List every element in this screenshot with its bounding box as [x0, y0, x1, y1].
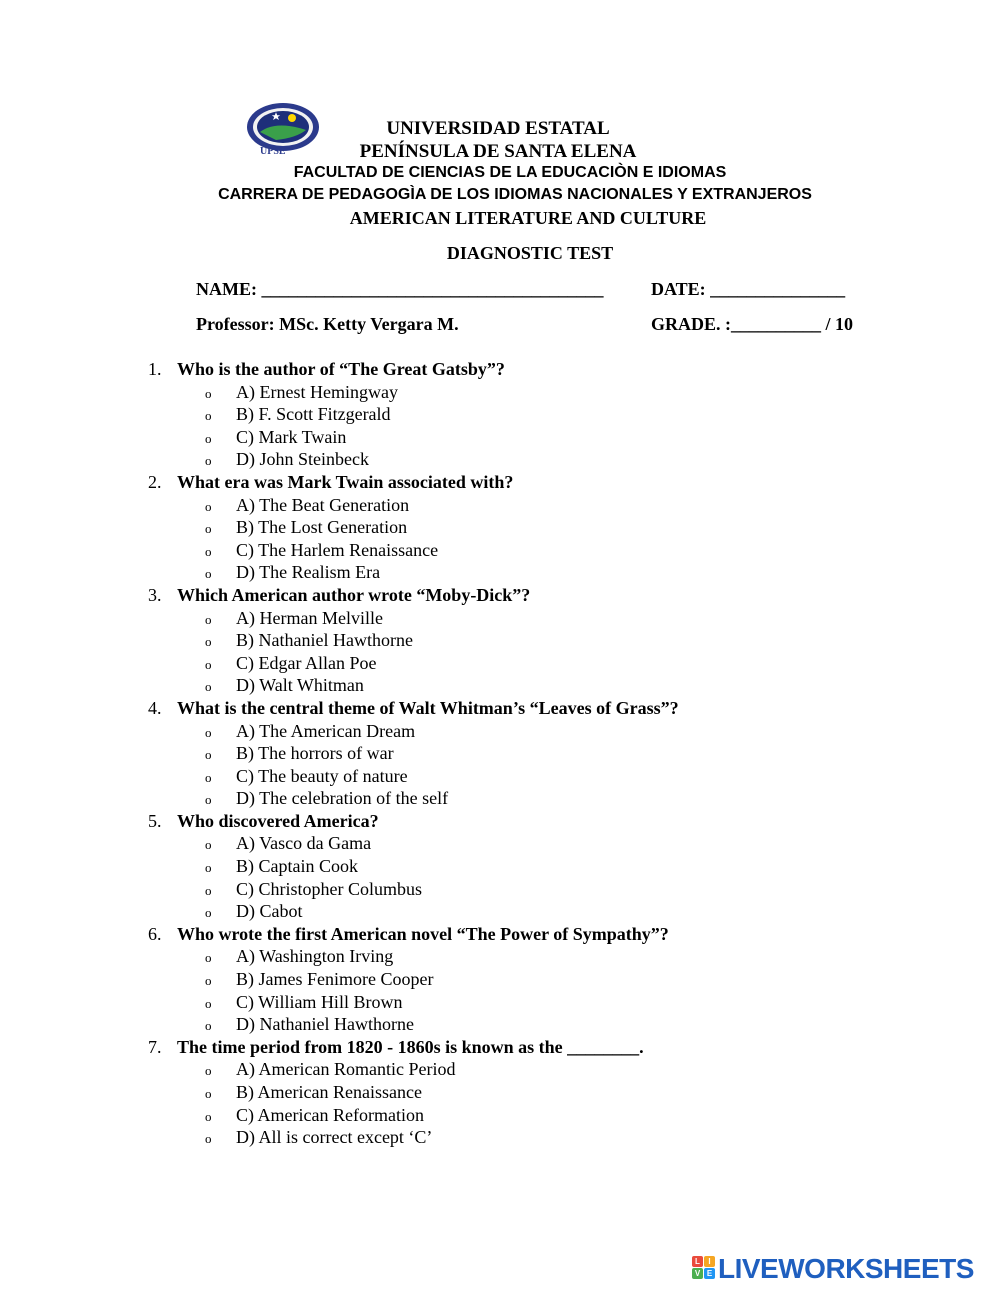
- faculty-name: FACULTAD DE CIENCIAS DE LA EDUCACIÒN E IDIOMAS: [293, 164, 727, 181]
- answer-option-label: D) Nathaniel Hawthorne: [236, 1014, 414, 1035]
- circle-bullet-icon: o: [205, 905, 212, 921]
- answer-option-label: C) Edgar Allan Poe: [236, 652, 377, 673]
- question-list: [145, 358, 905, 1149]
- answer-option[interactable]: [145, 1081, 905, 1104]
- circle-bullet-icon: o: [205, 1086, 212, 1101]
- test-title: DIAGNOSTIC TEST: [446, 243, 614, 263]
- answer-option[interactable]: [145, 742, 905, 765]
- circle-bullet-icon: o: [205, 973, 212, 989]
- answer-option-label: A) The Beat Generation: [236, 494, 410, 515]
- university-name-line1: UNIVERSIDAD ESTATAL: [386, 118, 610, 139]
- circle-bullet-icon: o: [205, 1018, 212, 1034]
- professor-label: Professor: MSc. Ketty Vergara M.: [196, 314, 459, 334]
- answer-option[interactable]: [145, 720, 905, 743]
- answer-option-label: A) Ernest Hemingway: [236, 381, 398, 402]
- question-text: Who is the author of “The Great Gatsby”?: [177, 359, 505, 379]
- answer-option-label: A) Washington Irving: [236, 946, 394, 967]
- answer-option[interactable]: [145, 539, 905, 562]
- question-number: 3.: [148, 584, 162, 605]
- circle-bullet-icon: o: [205, 566, 212, 582]
- answer-option[interactable]: [145, 991, 905, 1014]
- answer-option[interactable]: [145, 403, 905, 426]
- answer-option-label: B) Nathaniel Hawthorne: [236, 630, 413, 651]
- circle-bullet-icon: o: [205, 769, 212, 785]
- logo-tile: V: [692, 1268, 703, 1279]
- question-3: [145, 584, 905, 607]
- question-number: 6.: [148, 923, 162, 944]
- answer-option-label: C) The beauty of nature: [236, 765, 408, 786]
- answer-option-label: D) Cabot: [236, 901, 303, 922]
- question-number: 7.: [148, 1036, 162, 1057]
- university-name-line2: PENÍNSULA DE SANTA ELENA: [359, 141, 637, 162]
- answer-option[interactable]: [145, 878, 905, 901]
- answer-option-label: D) John Steinbeck: [236, 449, 369, 470]
- circle-bullet-icon: o: [205, 724, 212, 740]
- question-text: The time period from 1820 - 1860s is known as the ________.: [177, 1036, 644, 1057]
- date-field[interactable]: DATE: _______________: [651, 279, 846, 299]
- logo-caption: UPSE: [260, 146, 286, 157]
- circle-bullet-icon: o: [205, 408, 212, 424]
- answer-option-label: B) The Lost Generation: [236, 517, 408, 538]
- answer-option-label: C) American Reformation: [236, 1104, 424, 1125]
- question-number: 5.: [148, 810, 162, 831]
- answer-option[interactable]: [145, 900, 905, 923]
- answer-option-label: A) American Romantic Period: [236, 1059, 456, 1080]
- answer-option[interactable]: [145, 855, 905, 878]
- circle-bullet-icon: o: [205, 747, 212, 763]
- answer-option-label: B) The horrors of war: [236, 743, 394, 764]
- circle-bullet-icon: o: [205, 430, 212, 446]
- answer-option-label: C) The Harlem Renaissance: [236, 539, 439, 560]
- question-2: [145, 471, 905, 494]
- logo-tile: I: [704, 1256, 715, 1267]
- circle-bullet-icon: o: [205, 679, 212, 695]
- answer-option-label: C) William Hill Brown: [236, 991, 403, 1012]
- question-5: [145, 810, 905, 833]
- answer-option[interactable]: [145, 629, 905, 652]
- answer-option[interactable]: [145, 945, 905, 968]
- circle-bullet-icon: o: [205, 656, 212, 672]
- answer-option-label: A) The American Dream: [236, 720, 416, 741]
- answer-option[interactable]: [145, 448, 905, 471]
- answer-option[interactable]: [145, 1058, 905, 1081]
- circle-bullet-icon: o: [205, 453, 212, 469]
- grade-field[interactable]: GRADE. :__________ / 10: [651, 314, 853, 334]
- question-7: [145, 1036, 905, 1059]
- question-text: Which American author wrote “Moby-Dick”?: [177, 584, 531, 605]
- course-title: AMERICAN LITERATURE AND CULTURE: [349, 208, 707, 228]
- answer-option-label: D) All is correct except ‘C’: [236, 1127, 433, 1148]
- answer-option[interactable]: [145, 516, 905, 539]
- question-number: 4.: [148, 697, 162, 718]
- circle-bullet-icon: o: [205, 860, 212, 876]
- circle-bullet-icon: o: [205, 882, 212, 898]
- answer-option[interactable]: [145, 765, 905, 788]
- answer-option[interactable]: [145, 381, 905, 404]
- answer-option-label: C) Christopher Columbus: [236, 878, 423, 899]
- answer-option[interactable]: [145, 652, 905, 675]
- answer-option-label: A) Vasco da Gama: [236, 833, 372, 854]
- answer-option-label: B) Captain Cook: [236, 856, 358, 877]
- question-number: 1.: [148, 359, 162, 379]
- answer-option[interactable]: [145, 1104, 905, 1127]
- answer-option[interactable]: [145, 832, 905, 855]
- question-number: 2.: [148, 471, 162, 492]
- circle-bullet-icon: o: [205, 1063, 212, 1079]
- question-text: What era was Mark Twain associated with?: [177, 471, 514, 492]
- question-text: What is the central theme of Walt Whitman’s “Leaves of Grass”?: [177, 697, 679, 718]
- circle-bullet-icon: o: [205, 634, 212, 650]
- question-6: [145, 923, 905, 946]
- answer-option[interactable]: [145, 494, 905, 517]
- answer-option[interactable]: [145, 674, 905, 697]
- answer-option-label: B) James Fenimore Cooper: [236, 969, 434, 990]
- logo-tile: E: [704, 1268, 715, 1279]
- answer-option[interactable]: [145, 1013, 905, 1036]
- answer-option-label: B) American Renaissance: [236, 1082, 422, 1102]
- answer-option-label: D) Walt Whitman: [236, 675, 364, 696]
- answer-option[interactable]: [145, 607, 905, 630]
- logo-tile: L: [692, 1256, 703, 1267]
- circle-bullet-icon: o: [205, 543, 212, 559]
- answer-option[interactable]: [145, 787, 905, 810]
- circle-bullet-icon: o: [205, 385, 212, 401]
- liveworksheets-brand: [692, 1254, 992, 1284]
- career-name: CARRERA DE PEDAGOGÌA DE LOS IDIOMAS NACIONALES Y EXTRANJEROS: [218, 186, 812, 203]
- question-4: [145, 697, 905, 720]
- answer-option[interactable]: [145, 561, 905, 584]
- answer-option-label: D) The Realism Era: [236, 562, 381, 583]
- circle-bullet-icon: o: [205, 1131, 212, 1147]
- circle-bullet-icon: o: [205, 498, 212, 514]
- circle-bullet-icon: o: [205, 792, 212, 808]
- answer-option[interactable]: [145, 1126, 905, 1149]
- question-text: Who wrote the first American novel “The Power of Sympathy”?: [177, 923, 669, 944]
- answer-option-label: C) Mark Twain: [236, 426, 347, 447]
- question-1: [145, 358, 905, 381]
- question-text: Who discovered America?: [177, 810, 379, 831]
- answer-option-label: B) F. Scott Fitzgerald: [236, 404, 391, 425]
- circle-bullet-icon: o: [205, 837, 212, 853]
- circle-bullet-icon: o: [205, 521, 212, 537]
- answer-option-label: D) The celebration of the self: [236, 788, 449, 809]
- circle-bullet-icon: o: [205, 1108, 212, 1124]
- liveworksheets-logo-icon: [692, 1256, 716, 1280]
- answer-option[interactable]: [145, 968, 905, 991]
- answer-option[interactable]: [145, 426, 905, 449]
- name-field[interactable]: NAME: ______________________________________: [196, 279, 604, 299]
- circle-bullet-icon: o: [205, 611, 212, 627]
- circle-bullet-icon: o: [205, 995, 212, 1011]
- brand-text: LIVEWORKSHEETS: [718, 1253, 974, 1284]
- answer-option-label: A) Herman Melville: [236, 607, 383, 628]
- circle-bullet-icon: o: [205, 950, 212, 966]
